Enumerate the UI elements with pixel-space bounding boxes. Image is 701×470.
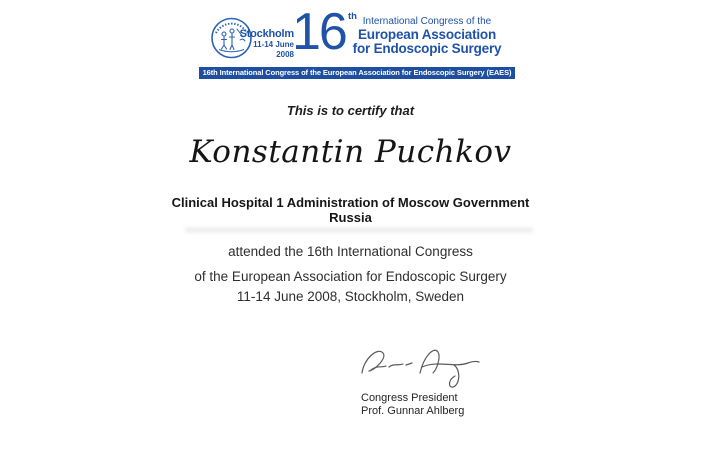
congress-city: Stockholm	[239, 28, 294, 40]
congress-banner: 16th International Congress of the European Association for Endoscopic Surgery (EAES)	[199, 67, 515, 79]
attendance-line3: 11-14 June 2008, Stockholm, Sweden	[236, 289, 465, 304]
erased-text-smudge	[185, 228, 533, 232]
congress-title-line2: European Association	[357, 27, 497, 42]
congress-dates: 11-14 June	[253, 40, 294, 49]
attendance-line1: attended the 16th International Congress	[228, 244, 473, 259]
congress-title-line1: International Congress of the	[362, 16, 492, 27]
recipient-name: Konstantin Puchkov	[189, 134, 512, 170]
congress-edition-number: 16	[292, 3, 346, 61]
certify-line: This is to certify that	[286, 103, 415, 118]
congress-edition-suffix: th	[348, 11, 357, 22]
congress-title-block	[347, 15, 507, 56]
signature-mark	[352, 339, 492, 396]
signer-role: Congress President	[361, 392, 458, 404]
affiliation-line2: Russia	[329, 210, 372, 225]
affiliation-line1: Clinical Hospital 1 Administration of Moscow Government	[171, 195, 530, 210]
attendance-line2: of the European Association for Endoscopic Surgery	[194, 269, 507, 284]
signer-name: Prof. Gunnar Ahlberg	[361, 405, 465, 417]
congress-year: 2008	[276, 49, 294, 59]
congress-location-block	[238, 28, 294, 59]
congress-title-line3: for Endoscopic Surgery	[352, 41, 502, 56]
